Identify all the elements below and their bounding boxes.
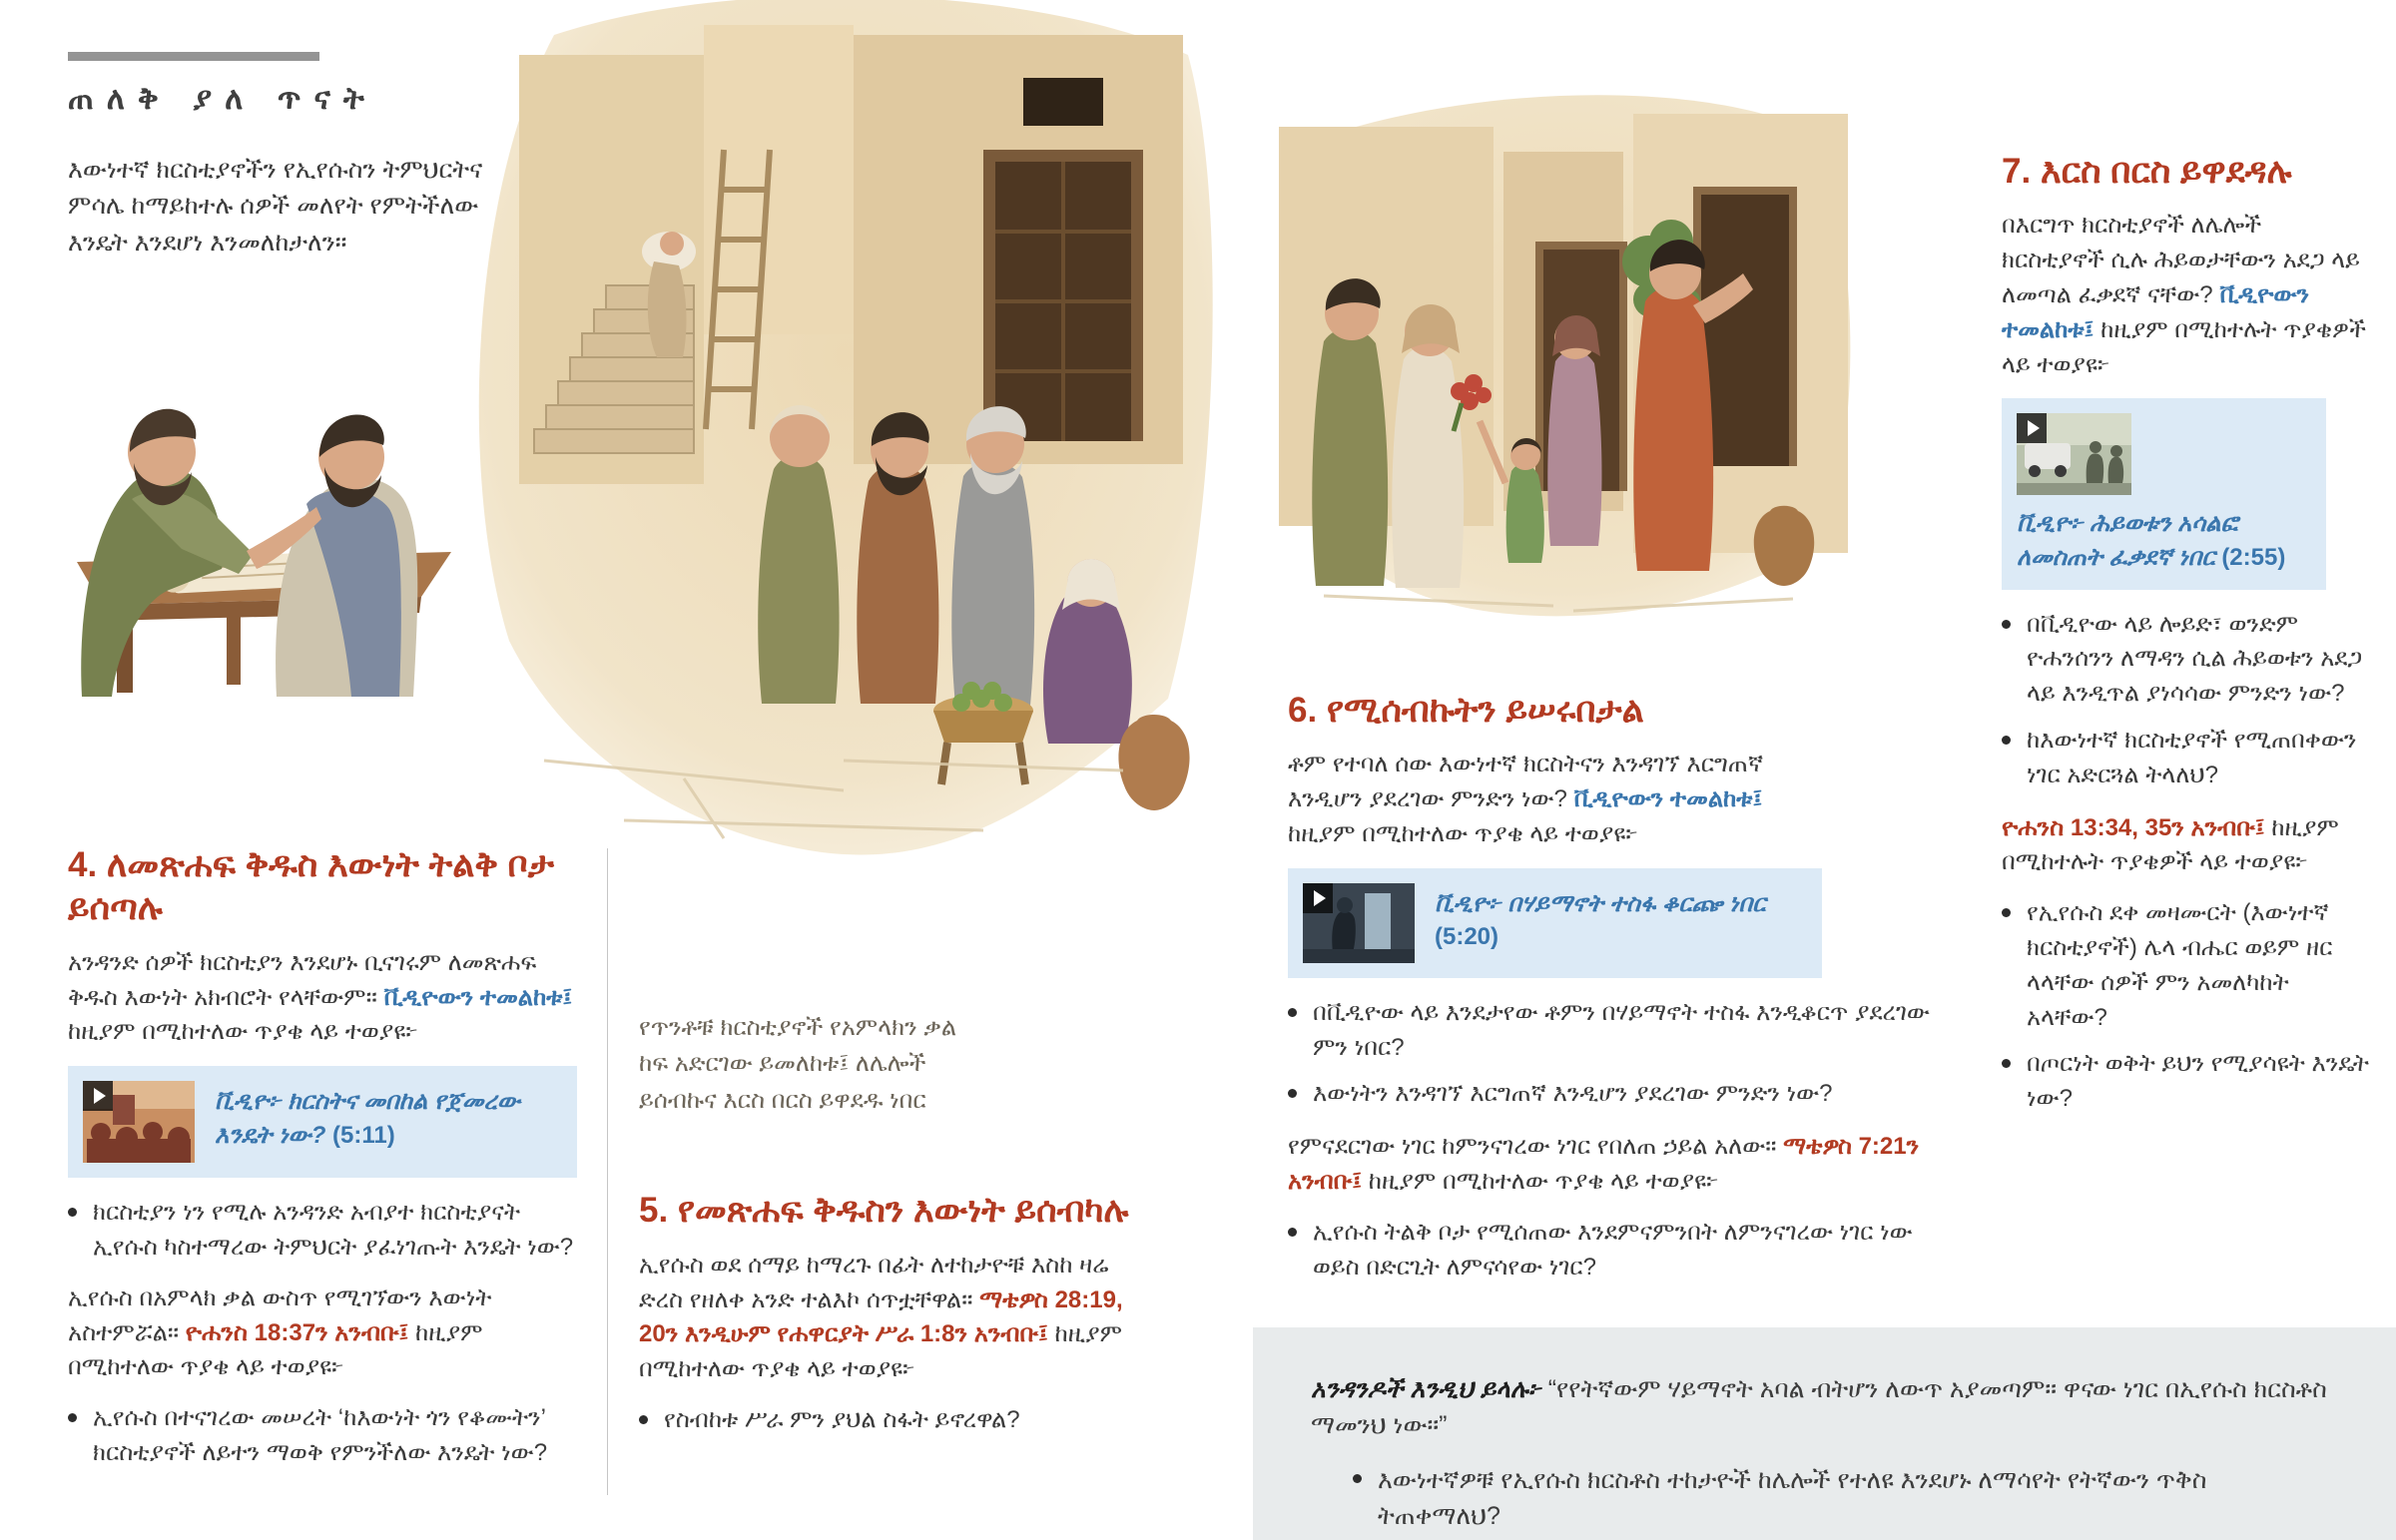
list-item (1288, 1077, 1947, 1112)
video-title[interactable]: ሕይወቱን አሳልፎ ለመስጠት ፈቃደኛ ነበር (2017, 510, 2238, 571)
paragraph-text: ከዚያም በሚከተለው ጥያቄ ላይ ተወያዩ፦ (1362, 1167, 1719, 1195)
video-thumbnail[interactable] (1303, 883, 1415, 963)
section-6-paragraph-2 (1288, 1130, 1947, 1200)
list-item (1288, 1216, 1947, 1285)
bullet-dot (2002, 908, 2011, 917)
bullet-dot (1288, 1089, 1297, 1098)
section-4-heading: 4. ለመጽሐፍ ቅዱስ እውነት ትልቅ ቦታ ይሰጣሉ (68, 845, 554, 928)
list-item (2002, 896, 2369, 1035)
bullet-text: እውነትን እንዳገኘ እርግጠኛ እንዲሆን ያደረገው ምንድን ነው? (1313, 1080, 1833, 1108)
section-7 (2002, 150, 2369, 1117)
paragraph-text: ከዚያም በሚከተለው ጥያቄ ላይ ተወያዩ፦ (68, 1018, 418, 1046)
watch-video-link[interactable]: ቪዲዮውን ተመልከቱ፤ (2002, 280, 2310, 343)
page-kicker: ጠለቅ ያለ ጥናት (68, 81, 377, 116)
paragraph-text: ከዚያም በሚከተሉት ጥያቄዎች ላይ ተወያዩ፦ (2002, 315, 2366, 378)
video-duration: (2:55) (2221, 543, 2286, 571)
bullet-dot (1288, 1008, 1297, 1017)
section-7-heading: 7. እርስ በርስ ይዋደዳሉ (2002, 152, 2292, 191)
paragraph-text: ከዚያም በሚከተሉት ጥያቄዎች ላይ ተወያዩ፦ (2002, 813, 2339, 876)
video-label: ቪዲዮ፦ (1435, 889, 1501, 917)
section-5-paragraph-1 (639, 1249, 1143, 1387)
video-label: ቪዲዮ፦ (2017, 510, 2084, 538)
section-7-paragraph-2 (2002, 811, 2369, 881)
video-card[interactable] (68, 1066, 577, 1178)
video-title[interactable]: በሃይማኖት ተስፋ ቆርጬ ነበር (1507, 889, 1766, 917)
section-4-paragraph-2 (68, 1282, 589, 1385)
scripture-link[interactable]: ማቴዎስ 28:19, 20ን እንዲሁም የሐዋርያት ሥራ 1:8ን አንብቡ፤ (639, 1285, 1123, 1348)
bullet-dot (68, 1413, 77, 1422)
illustration-street-scene (424, 0, 1228, 863)
bullet-text: በጦርነት ወቅት ይህን የሚያሳዩት እንዴት ነው? (2027, 1050, 2369, 1113)
play-icon[interactable] (1303, 883, 1333, 913)
footer-callout (1253, 1327, 2396, 1540)
illustration-caption: የጥንቶቹ ክርስቲያኖች የአምላክን ቃል ከፍ አድርገው ይመለከቱ፤ ለሌሎች ይሰብኩና እርስ በርስ ይዋደዱ ነበር (639, 1014, 957, 1114)
footer-quote: “የየትኛውም ሃይማኖት አባል ብትሆን ለውጥ አያመጣም። ዋናው ነገር በኢየሱስ ክርስቶስ ማመንህ ነው።” (1311, 1375, 2327, 1440)
scripture-link[interactable]: ማቴዎስ 7:21ን አንብቡ፤ (1288, 1133, 1920, 1195)
bullet-dot (2002, 736, 2011, 745)
bullet-dot (68, 1208, 77, 1217)
list-item (2002, 724, 2369, 793)
section-5-heading: 5. የመጽሐፍ ቅዱስን እውነት ይሰብካሉ (639, 1191, 1129, 1231)
bullet-text: የስብከቱ ሥራ ምን ያህል ስፋት ይኖረዋል? (664, 1405, 1020, 1433)
paragraph-text: ቶም የተባለ ሰው እውነተኛ ክርስትናን እንዳገኘ እርግጠኛ እንዲሆን ያደረገው ምንድን ነው? (1288, 751, 1764, 813)
play-triangle (2028, 420, 2040, 436)
bullet-text: ከእውነተኛ ክርስቲያኖች የሚጠበቀውን ነገር አድርጓል ትላለህ? (2027, 726, 2357, 788)
video-caption (2017, 495, 2311, 574)
section-4-paragraph-1 (68, 946, 589, 1050)
video-thumbnail[interactable] (83, 1081, 195, 1163)
footer-lead: አንዳንዶች እንዲህ ይላሉ፦ (1311, 1375, 1541, 1403)
list-item (68, 1196, 589, 1266)
video-duration: (5:20) (1435, 923, 1499, 951)
list-item (1288, 996, 1947, 1066)
section-4 (68, 843, 589, 1471)
section-5 (639, 1010, 1163, 1438)
section-6 (1288, 689, 1947, 1284)
bullet-dot (2002, 1059, 2011, 1068)
play-icon[interactable] (83, 1081, 113, 1111)
footer-content (1253, 1327, 2396, 1534)
list-item (2002, 1047, 2369, 1117)
section-6-paragraph-1 (1288, 748, 1807, 851)
bullet-text: በቪዲዮው ላይ ሎይድ፣ ወንድም ዮሐንሰንን ለማዳን ሲል ሕይወቱን አደጋ ላይ እንዲጥል ያነሳሳው ምንድን ነው? (2027, 610, 2363, 708)
page-intro: እውነተኛ ክርስቲያኖችን የኢየሱስን ትምህርትና ምሳሌ ከማይከተሉ ሰዎች መለየት የምትችለው እንዴት እንደሆነ እንመለከታለን። (68, 156, 483, 257)
paragraph-text: በእርግጥ ክርስቲያኖች ለሌሎች ክርስቲያኖች ሲሉ ሕይወታቸውን አደጋ ላይ ለመጣል ፈቃደኛ ናቸው? (2002, 212, 2360, 308)
scripture-link[interactable]: ዮሐንስ 18:37ን አንብቡ፤ (185, 1318, 409, 1346)
watch-video-link[interactable]: ቪዲዮውን ተመልከቱ፤ (1573, 785, 1763, 813)
paragraph-text: ከዚያም በሚከተለው ጥያቄ ላይ ተወያዩ፦ (1288, 819, 1638, 847)
play-triangle (1314, 890, 1326, 906)
watch-video-link[interactable]: ቪዲዮውን ተመልከቱ፤ (383, 983, 573, 1011)
bullet-dot (1353, 1474, 1362, 1483)
bullet-dot (639, 1415, 648, 1424)
illustration-ministry-doorstep (1254, 92, 1873, 626)
paragraph-text: ከዚያም በሚከተለው ጥያቄ ላይ ተወያዩ፦ (639, 1320, 1123, 1383)
bullet-dot (2002, 620, 2011, 629)
list-item (639, 1403, 1163, 1438)
bullet-text: ኢየሱስ በተናገረው መሠረት ‘ከእውነት ጎን የቆሙትን’ ክርስቲያኖች ለይተን ማወቅ የምንችለው እንዴት ነው? (93, 1404, 548, 1466)
section-7-paragraph-1 (2002, 209, 2369, 382)
paragraph-text: አንዳንድ ሰዎች ክርስቲያን እንደሆኑ ቢናገሩም ለመጽሐፍ ቅዱስ እውነት አክብሮት የላቸውም። (68, 948, 537, 1011)
video-label: ቪዲዮ፦ (215, 1088, 282, 1116)
play-triangle (94, 1088, 106, 1104)
bullet-text: እውነተኛዎቹ የኢየሱስ ክርስቶስ ተከታዮች ከሌሎች የተለዩ እንደሆኑ ለማሳየት የትኛውን ጥቅስ ትጠቀማለህ? (1378, 1465, 2207, 1530)
bullet-text: ክርስቲያን ነን የሚሉ አንዳንድ አብያተ ክርስቲያናት ኢየሱስ ካስተማረው ትምህርት ያፈነገጡት እንዴት ነው? (93, 1199, 574, 1261)
group-of-men (758, 405, 1034, 706)
video-duration: (5:11) (332, 1121, 395, 1149)
bullet-text: የኢየሱስ ደቀ መዛሙርት (እውነተኛ ክርስቲያኖች) ሌላ ብሔር ወይም ዘር ላላቸው ሰዎች ምን አመለካከት አላቸው? (2027, 899, 2333, 1031)
section-6-heading: 6. የሚሰብኩትን ይሠሩበታል (1288, 691, 1644, 730)
video-caption (1435, 883, 1807, 954)
woman-in-doorway (1547, 315, 1601, 546)
video-card[interactable] (2002, 398, 2326, 589)
paragraph-text: ከዚያም በሚከተለው ጥያቄ ላይ ተወያዩ፦ (68, 1318, 483, 1381)
list-item (1353, 1462, 2336, 1535)
list-item (68, 1401, 589, 1471)
play-icon[interactable] (2017, 413, 2047, 443)
paragraph-text: ኢየሱስ በአምላክ ቃል ውስጥ የሚገኘውን እውነት አስተምሯል። (68, 1283, 492, 1346)
illustration-scroll-study (22, 267, 491, 707)
list-item (2002, 608, 2369, 712)
bullet-text: ኢየሱስ ትልቅ ቦታ የሚሰጠው እንደምናምንበት ለምንናገረው ነገር ነው ወይስ በድርጊት ለምናሳየው ነገር? (1313, 1218, 1913, 1281)
video-thumbnail[interactable] (2017, 413, 2131, 495)
kicker-bar (68, 52, 319, 61)
paragraph-text: ኢየሱስ ወደ ሰማይ ከማረጉ በፊት ለተከታዮቹ እስከ ዛሬ ድረስ የዘለቀ አንድ ተልእኮ ሰጥቷቸዋል። (639, 1251, 1109, 1313)
video-card[interactable] (1288, 868, 1822, 978)
bullet-text: በቪዲዮው ላይ እንደታየው ቶምን በሃይማኖት ተስፋ እንዲቆርጥ ያደረገው ምን ነበር? (1313, 998, 1930, 1061)
bullet-dot (1288, 1228, 1297, 1237)
paragraph-text: የምናደርገው ነገር ከምንናገረው ነገር የበለጠ ኃይል አለው። (1288, 1133, 1784, 1161)
scripture-link[interactable]: ዮሐንስ 13:34, 35ን አንብቡ፤ (2002, 813, 2265, 841)
video-title[interactable]: ክርስትና መበከል የጀመረው እንዴት ነው? (215, 1088, 520, 1149)
video-caption (215, 1081, 562, 1152)
column-divider (607, 848, 608, 1495)
footer-statement (1311, 1371, 2336, 1444)
